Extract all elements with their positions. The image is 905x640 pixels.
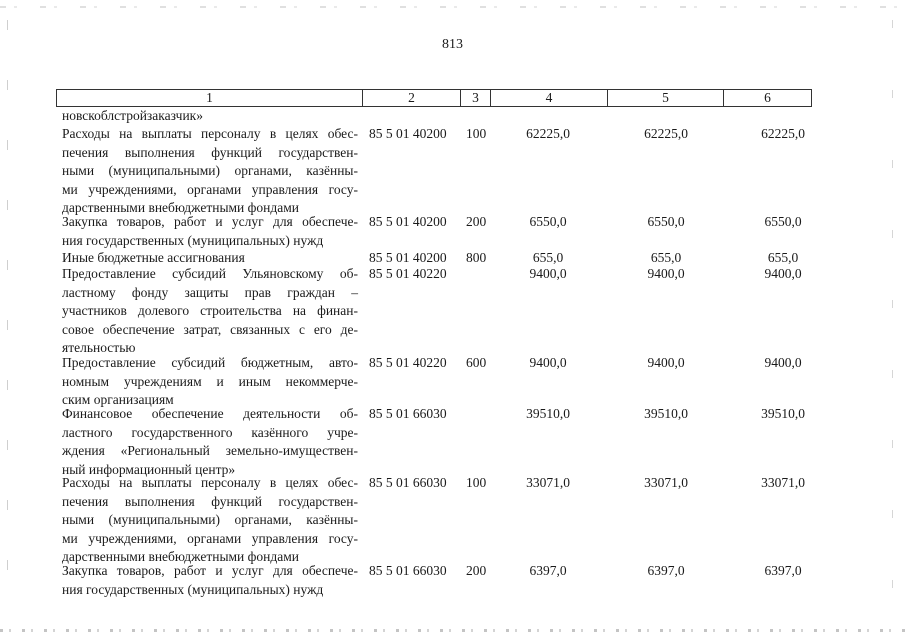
description-line: ния государственных (муниципальных) нужд [62,232,324,248]
row-value-col4: 9400,0 [529,266,567,281]
row-value-col4: 39510,0 [526,406,570,421]
description-line: ными (муниципальными) органами, казённы- [62,512,358,527]
scan-artifact-right [892,20,893,620]
row-value-col6: 6397,0 [764,563,802,578]
row-value-col5: 39510,0 [644,406,688,421]
row-expense-type: 200 [466,214,487,229]
row-expense-type: 100 [466,475,487,490]
header-col-4: 4 [491,90,608,106]
row-code: 85 5 01 40220 [369,266,447,281]
row-value-col4: 62225,0 [526,126,570,141]
description-line: участников долевого строительства на финан- [62,303,358,318]
row-value-col6: 9400,0 [764,266,802,281]
row-description [62,125,358,218]
description-line: дарственными внебюджетными фондами [62,549,300,564]
row-value-col4: 9400,0 [529,355,567,370]
row-value-col5: 9400,0 [647,266,685,281]
row-expense-type: 800 [466,250,487,265]
description-line: Финансовое обеспечение деятельности об- [62,406,358,421]
row-description [62,265,358,358]
header-col-3: 3 [461,90,491,106]
description-line: ластному фонду защиты прав граждан – [62,284,358,300]
description-line: печения выполнения функций государствен- [62,493,358,509]
row-value-col5: 33071,0 [644,475,688,490]
description-line: ластного государственного казённого учре- [62,424,358,440]
description-line: Расходы на выплаты персоналу в целях обес- [62,475,358,490]
row-value-col4: 6397,0 [529,563,567,578]
row-value-col5: 62225,0 [644,126,688,141]
description-line: Предоставление субсидий бюджетным, авто- [62,355,358,370]
row-description [62,213,358,250]
description-line: ми учреждениями, органами управления госу- [62,181,358,197]
row-value-col5: 6550,0 [647,214,685,229]
row-value-col6: 62225,0 [761,126,805,141]
description-line: Расходы на выплаты персоналу в целях обес- [62,126,358,141]
row-value-col6: 655,0 [767,250,799,265]
description-line: ятельностью [62,340,136,355]
scan-artifact-bottom [0,629,905,632]
scan-artifact-top [0,6,905,8]
row-description [62,562,358,599]
row-code: 85 5 01 66030 [369,563,447,578]
description-line: ния государственных (муниципальных) нужд [62,581,324,597]
row-code: 85 5 01 40200 [369,126,447,141]
row-description [62,354,358,410]
row-description [62,405,358,479]
row-value-col6: 39510,0 [761,406,805,421]
description-line: ный информационный центр» [62,461,236,477]
description-line: новскоблстройзаказчик» [62,108,203,123]
description-line: ждения «Региональный земельно-имуществен- [62,443,358,458]
scan-artifact-left [7,20,8,620]
row-expense-type: 100 [466,126,487,141]
header-col-1: 1 [57,90,363,106]
header-col-2: 2 [363,90,461,106]
description-line: Иные бюджетные ассигнования [62,250,245,265]
row-value-col4: 6550,0 [529,214,567,229]
description-line: Предоставление субсидий Ульяновскому об- [62,266,358,281]
row-value-col4: 655,0 [532,250,564,265]
row-value-col6: 6550,0 [764,214,802,229]
description-line: совое обеспечение затрат, связанных с его де- [62,321,358,337]
row-description [62,474,358,567]
description-line: ми учреждениями, органами управления госу- [62,530,358,546]
description-line: печения выполнения функций государствен- [62,144,358,160]
row-expense-type: 200 [466,563,487,578]
row-value-col4: 33071,0 [526,475,570,490]
description-line: ными (муниципальными) органами, казённы- [62,163,358,178]
row-value-col6: 9400,0 [764,355,802,370]
row-value-col5: 6397,0 [647,563,685,578]
row-code: 85 5 01 40200 [369,214,447,229]
row-description [62,107,358,126]
page-number: 813 [442,37,463,52]
description-line: Закупка товаров, работ и услуг для обеспече- [62,214,358,229]
row-code: 85 5 01 40220 [369,355,447,370]
header-col-6: 6 [764,90,771,105]
row-code: 85 5 01 40200 [369,250,447,265]
row-value-col6: 33071,0 [761,475,805,490]
description-line: номным учреждениям и иным некоммерче- [62,373,358,389]
row-expense-type: 600 [466,355,487,370]
header-col-5: 5 [608,90,724,106]
description-line: дарственными внебюджетными фондами [62,200,300,215]
row-code: 85 5 01 66030 [369,475,447,490]
table-header [56,89,812,107]
description-line: Закупка товаров, работ и услуг для обеспече- [62,563,358,578]
row-value-col5: 655,0 [650,250,682,265]
row-code: 85 5 01 66030 [369,406,447,421]
description-line: ским организациям [62,392,174,407]
row-value-col5: 9400,0 [647,355,685,370]
